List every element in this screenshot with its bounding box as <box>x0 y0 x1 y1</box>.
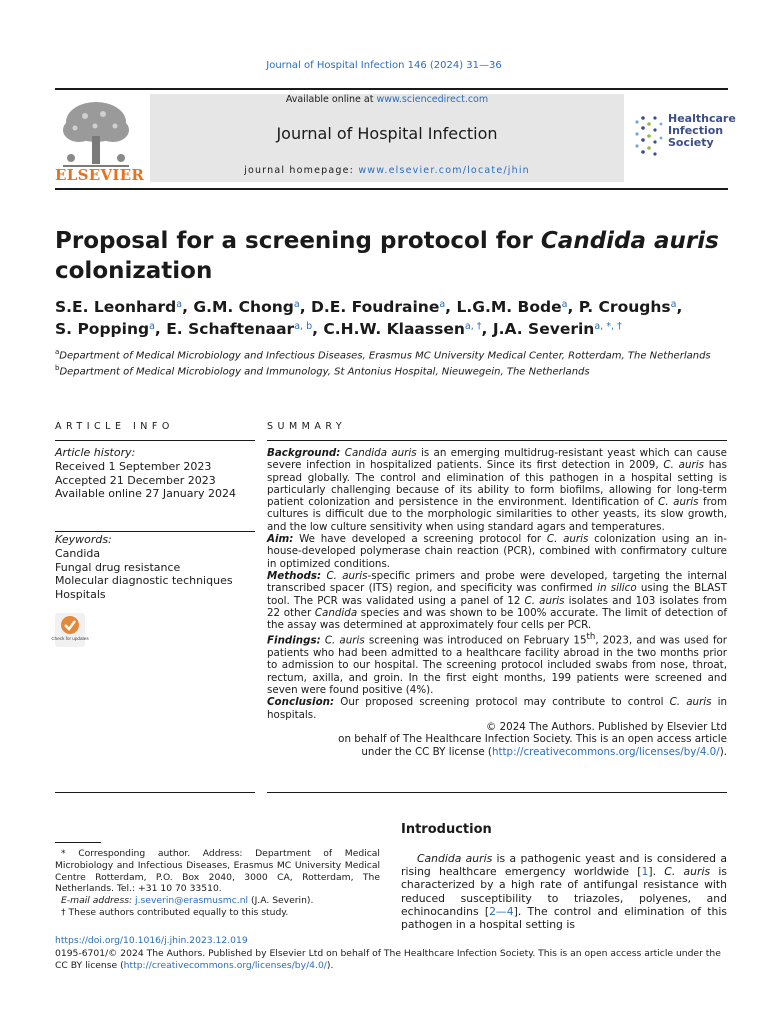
copyright-notice: © 2024 The Authors. Published by Elsevier Ltd on behalf of The Healthcare Infection Society. This is an open access article under the CC BY license (http://creativecommons.org/licenses/by/4.0/). <box>338 720 727 758</box>
reference-link[interactable]: 2—4 <box>489 904 514 918</box>
header-bottom-rule <box>55 188 728 190</box>
article-title <box>55 226 725 286</box>
affiliations <box>55 346 730 379</box>
title-part-1: Proposal for a screening protocol for <box>55 228 541 254</box>
keywords-label: Keywords: <box>55 533 112 546</box>
introduction-heading: Introduction <box>401 822 492 837</box>
keyword: Hospitals <box>55 588 106 602</box>
article-info-heading: ARTICLE INFO <box>55 421 174 432</box>
homepage-link[interactable]: www.elsevier.com/locate/jhin <box>358 165 530 176</box>
his-wordmark <box>668 113 736 149</box>
journal-homepage <box>150 165 624 176</box>
summary-heading: SUMMARY <box>267 421 347 432</box>
author-list: S.E. Leonhard$^a$, G.M. Chong$^a$, D.E. Foudraine$^a$, L.G.M. Bode$^a$, P. Croughs$^a$, S. Popping$^a$, E. Schaftenaar$^{a, b}$, C.H.W. Klaassen$^{a, \dagger}$, J.A. Severin$^{a, *, \dagger}$ <box>55 298 683 338</box>
history-label: Article history: <box>55 446 136 459</box>
email-note: E-mail address: j.severin@erasmusmc.nl (J.A. Severin). <box>61 895 314 907</box>
badge-text: Check for updates <box>51 636 89 641</box>
doi-link[interactable]: https://doi.org/10.1016/j.jhin.2023.12.019 <box>55 935 248 946</box>
email-link[interactable]: j.severin@erasmusmc.nl <box>135 895 249 907</box>
his-word-2: Infection <box>668 124 724 137</box>
history-accepted: Accepted 21 December 2023 <box>55 473 216 487</box>
summary-aim: Aim: We have developed a screening protocol for C. auris colonization using an in-house-developed polymerase chain reaction (PCR), combined with confirmatory culture in optimized conditions. <box>267 533 727 570</box>
article-history <box>55 446 255 501</box>
footer-license-link[interactable]: http://creativecommons.org/licenses/by/4.0/ <box>123 959 327 971</box>
summary-findings: Findings: C. auris screening was introduced on February 15th, 2023, and was used for patients who had been admitted to a healthcare facility abroad in the two months prior to admission to our hospital. The screening protocol included swabs from nose, throat, rectum, axilla, and groin. In the first eight months, 199 patients were screened and seven were found positive (4%). <box>267 632 727 697</box>
author[interactable]: G.M. Chong$^a$ <box>193 298 300 316</box>
check-for-updates-badge[interactable] <box>51 613 89 647</box>
summary-rule <box>267 440 727 441</box>
history-online: Available online 27 January 2024 <box>55 487 237 501</box>
journal-reference-link[interactable]: Journal of Hospital Infection 146 (2024) 31—36 <box>266 60 502 71</box>
footnote-rule <box>55 842 101 843</box>
author[interactable]: C.H.W. Klaassen$^{a, \dagger}$ <box>323 320 482 338</box>
summary-methods: Methods: C. auris-specific primers and probe were developed, targeting the internal transcribed spacer (ITS) region, and specificity was confirmed in silico using the BLAST tool. The PCR was validated using a panel of 12 C. auris isolates and 103 isolates from 22 other Candida species and was shown to be 100% accurate. The limit of detection of the assay was determined at approximately four cells per PCR. <box>267 569 727 632</box>
equal-contribution-note: † These authors contributed equally to this study. <box>61 906 289 918</box>
available-prefix: Available online at <box>285 94 377 105</box>
corresponding-author-note: * Corresponding author. Address: Department of Medical Microbiology and Infectious Diseases, Erasmus MC University Medical Centre Rotterdam, P.O. Box 2040, 3000 CA, Rotterdam, The Netherlands. Tel.: +31 10 70 33510. <box>55 848 380 895</box>
article-info-rule <box>55 531 255 532</box>
author[interactable]: E. Schaftenaar$^{a, b}$ <box>166 320 313 338</box>
author[interactable]: J.A. Severin$^{a, *, \dagger}$ <box>492 320 622 338</box>
keyword: Molecular diagnostic techniques <box>55 574 233 588</box>
introduction-text: Candida auris is a pathogenic yeast and is considered a rising healthcare emergency worldwide [1]. C. auris is characterized by a high rate of antifungal resistance with reduced susceptibility to triazoles, polyenes, and echinocandins [2—4]. The control and elimination of this pathogen in a hospital setting is <box>401 852 728 932</box>
author[interactable]: L.G.M. Bode$^a$ <box>456 298 568 316</box>
keyword: Candida <box>55 546 101 560</box>
article-info-rule <box>55 440 255 441</box>
affiliation: $^a$Department of Medical Microbiology and Infectious Diseases, Erasmus MC University Medical Center, Rotterdam, The Netherlands <box>55 348 711 362</box>
reference-link[interactable]: 1 <box>641 865 649 879</box>
affiliation: $^b$Department of Medical Microbiology and Immunology, St Antonius Hospital, Nieuwegein, The Netherlands <box>55 364 590 378</box>
cc-license-link[interactable]: http://creativecommons.org/licenses/by/4.0/ <box>491 745 720 758</box>
author[interactable]: S. Popping$^a$ <box>55 320 155 338</box>
journal-title: Journal of Hospital Infection <box>276 124 498 143</box>
author[interactable]: P. Croughs$^a$ <box>578 298 677 316</box>
sciencedirect-link[interactable]: www.sciencedirect.com <box>376 94 489 105</box>
summary-conclusion: Conclusion: Our proposed screening protocol may contribute to control C. auris in hospitals. <box>267 696 727 721</box>
keyword: Fungal drug resistance <box>55 560 181 574</box>
available-online <box>150 94 624 105</box>
keywords <box>55 533 255 602</box>
author[interactable]: D.E. Foudraine$^a$ <box>311 298 446 316</box>
elsevier-wordmark: ELSEVIER <box>55 166 145 184</box>
homepage-prefix: journal homepage: <box>244 165 359 176</box>
his-word-3: Society <box>668 136 714 149</box>
his-word-1: Healthcare <box>668 112 736 125</box>
title-italic: Candida auris <box>540 228 719 254</box>
author[interactable]: S.E. Leonhard$^a$ <box>55 298 183 316</box>
footnotes <box>55 848 380 919</box>
summary-background: Background: Candida auris is an emerging multidrug-resistant yeast which can cause severe infection in hospitalized patients. Since its first detection in 2009, C. auris has spread globally. The control and elimination of this pathogen in a hospital setting is particularly challenging because of its ability to form biofilms, allowing for long-term patient colonization and persistence in the environment. Identification of C. auris from cultures is difficult due to the morphologic similarities to other yeasts, its slow growth, and the low culture sensitivity when using standard agars and temperatures. <box>267 447 727 533</box>
title-part-2: colonization <box>55 258 213 284</box>
top-rule <box>55 88 728 90</box>
check-updates-icon <box>51 613 89 647</box>
license-notice: 0195-6701/© 2024 The Authors. Published by Elsevier Ltd on behalf of The Healthcare Infection Society. This is an open access article under the CC BY license (http://creativecommons.org/licenses/by/4.0/). <box>55 948 721 971</box>
summary-text <box>267 447 727 758</box>
article-info-rule <box>55 792 255 793</box>
summary-rule <box>267 792 727 793</box>
history-received: Received 1 September 2023 <box>55 459 212 473</box>
